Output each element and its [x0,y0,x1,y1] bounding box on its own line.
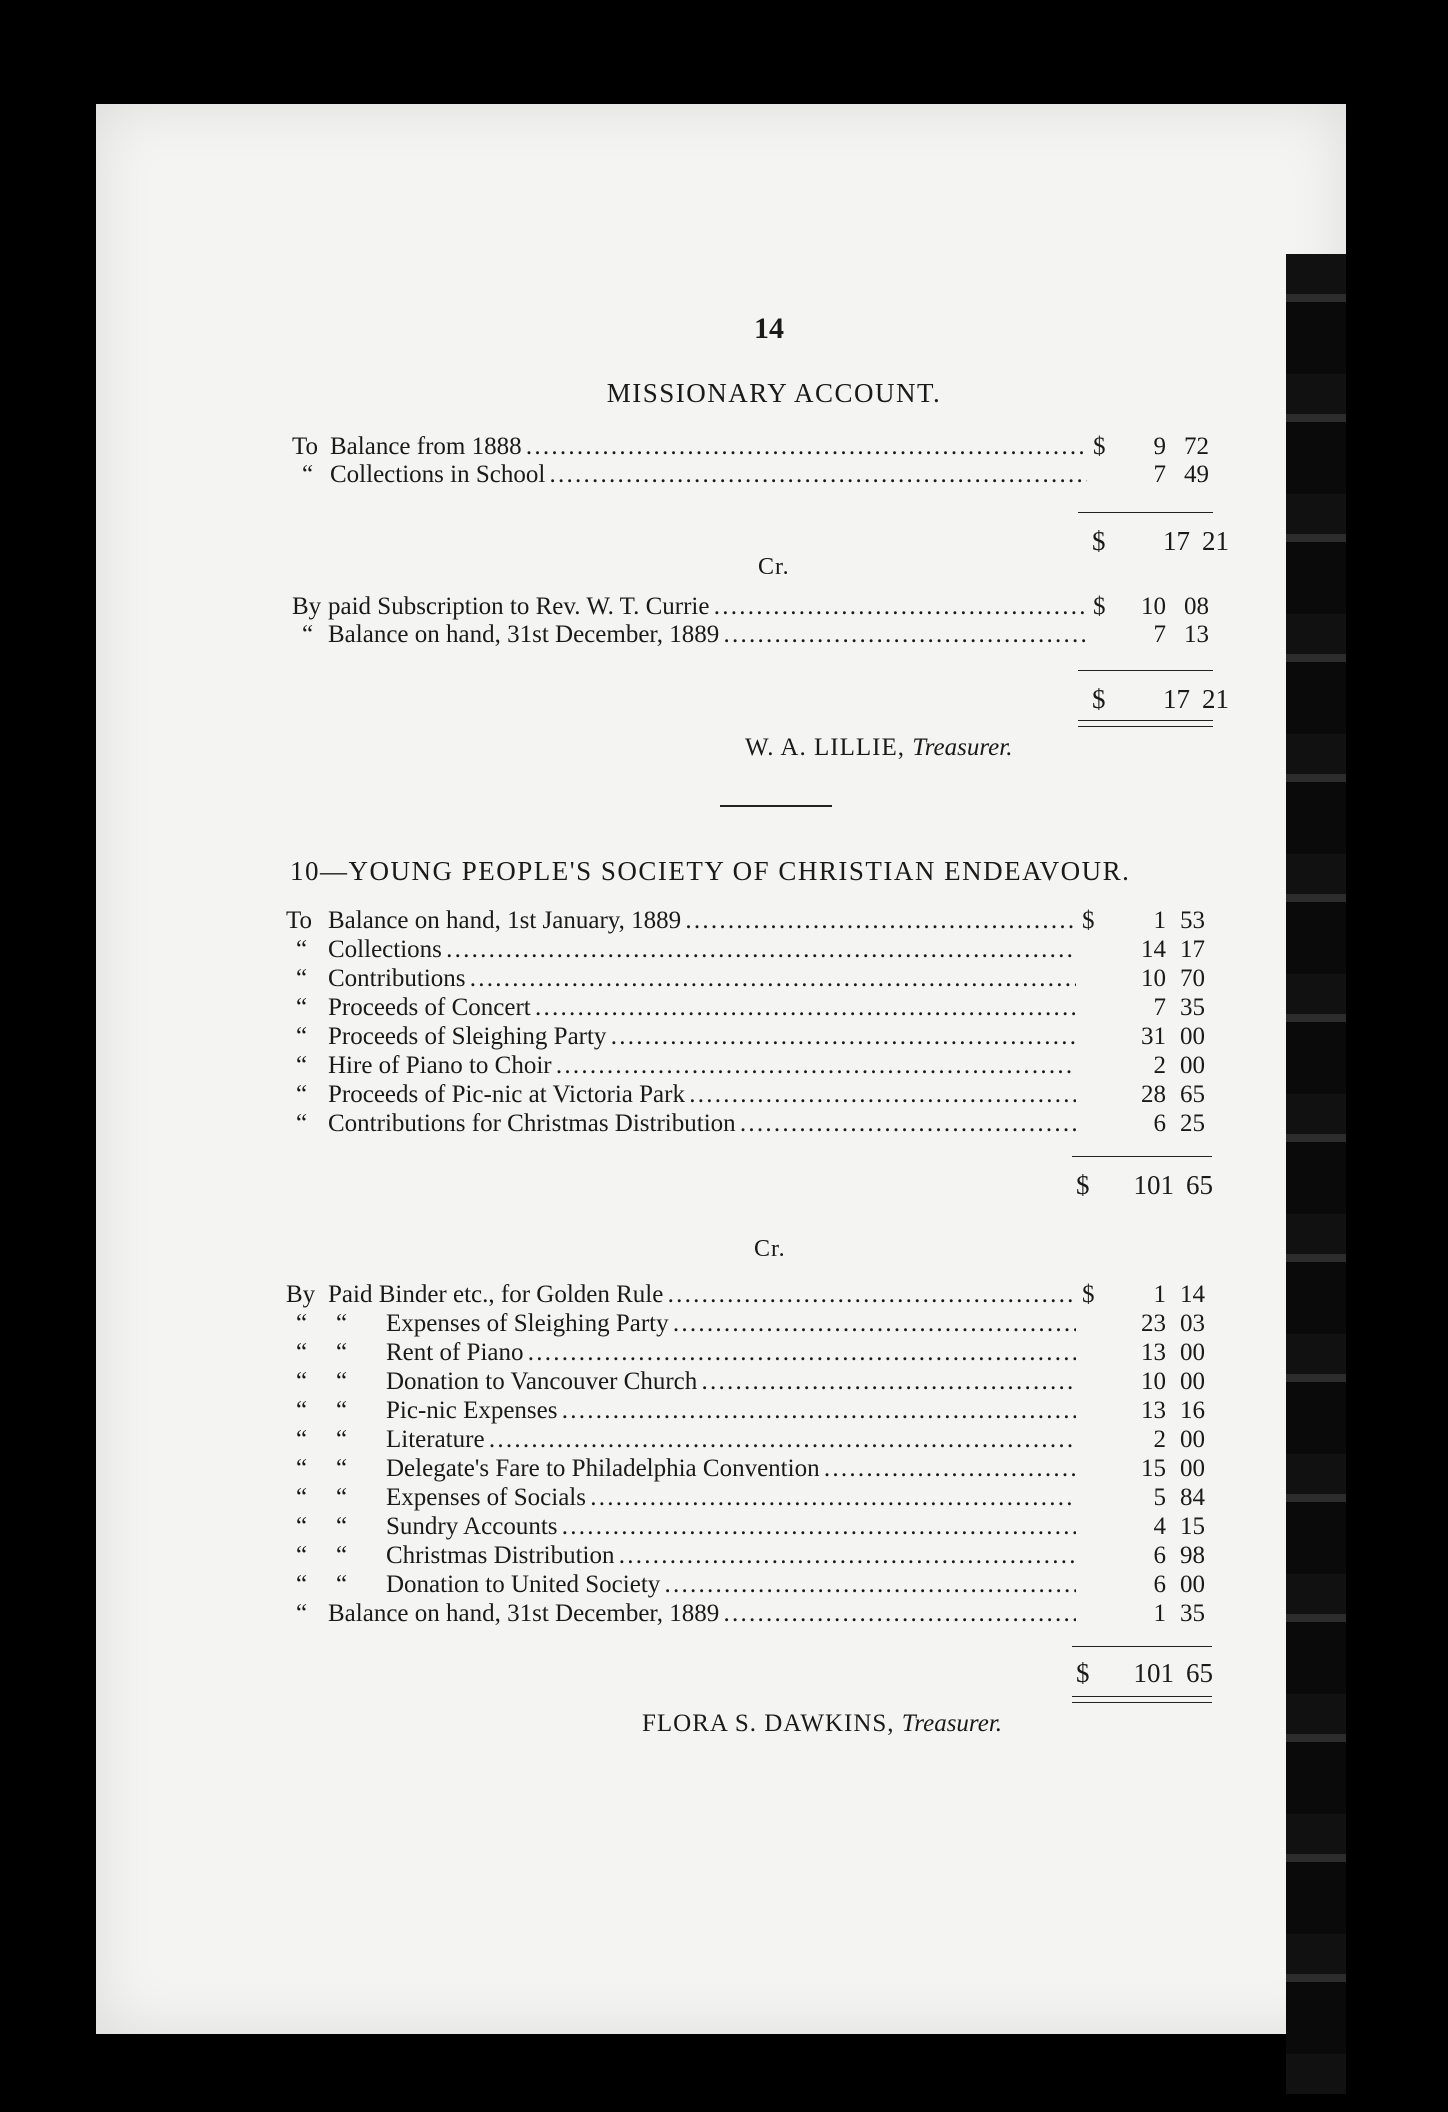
entry-dollars: 1 [1153,907,1166,934]
entry-dollars: 31 [1141,1023,1166,1050]
entry-label: Balance from 1888 . . . [330,432,1087,462]
entry-label: Delegate's Fare to Philadelphia Convention . . . [386,1454,1076,1484]
entry-ditto: “ [336,1339,348,1366]
entry-label: Sundry Accounts . . . [386,1512,1076,1542]
entry-dollars: 4 [1153,1513,1166,1540]
entry-label: Literature . . . [386,1425,1076,1455]
entry-dollar-sign: $ [1093,433,1106,460]
endeavour-treasurer-signature: FLORA S. DAWKINS, Treasurer. [642,1710,1003,1737]
entry-ditto: “ [336,1455,348,1482]
entry-cents: 15 [1180,1513,1205,1540]
missionary-account-title: MISSIONARY ACCOUNT. [606,378,942,408]
ledger-entry [292,432,1216,462]
entry-prefix: “ [296,1052,308,1079]
subtotal-rule [1072,1646,1212,1647]
entry-cents: 84 [1180,1484,1205,1511]
entry-dollars: 7 [1153,994,1166,1021]
entry-prefix: “ [296,1081,308,1108]
total-double-rule [1072,1696,1212,1697]
entry-label: Christmas Distribution . . . [386,1541,1076,1571]
ledger-entry [286,1022,1216,1052]
entry-label: Balance on hand, 31st December, 1889 . . . [328,620,1087,650]
missionary-credit-heading: Cr. [758,554,790,580]
missionary-treasurer-signature: W. A. LILLIE, Treasurer. [745,734,1013,761]
ledger-entry [286,993,1216,1023]
entry-prefix: To [286,907,313,934]
entry-dollars: 1 [1153,1281,1166,1308]
entry-dollars: 10 [1141,965,1166,992]
entry-dollars: 7 [1153,461,1166,488]
entry-label: Contributions . . . [328,964,1076,994]
entry-cents: 65 [1180,1081,1205,1108]
subtotal-rule [1078,670,1213,671]
entry-label: Proceeds of Concert . . . [328,993,1076,1023]
entry-ditto: “ [336,1484,348,1511]
entry-dollars: 6 [1153,1571,1166,1598]
entry-prefix: “ [296,1513,308,1540]
entry-label: Collections in School . . . [330,460,1087,490]
entry-label: Donation to Vancouver Church . . . [386,1367,1076,1397]
ledger-entry [286,935,1216,965]
entry-dollars: 6 [1153,1110,1166,1137]
entry-label: Paid Binder etc., for Golden Rule . . . [328,1280,1076,1310]
entry-cents: 17 [1180,936,1205,963]
total-double-rule [1078,720,1213,721]
entry-dollar-sign: $ [1093,593,1106,620]
total-double-rule [1072,1702,1212,1703]
entry-ditto: “ [336,1513,348,1540]
entry-prefix: “ [296,1600,308,1627]
entry-label: Balance on hand, 31st December, 1889 . . . [328,1599,1076,1629]
entry-cents: 72 [1184,433,1209,460]
entry-cents: 70 [1180,965,1205,992]
entry-dollars: 15 [1141,1455,1166,1482]
entry-dollars: 13 [1141,1339,1166,1366]
entry-label: Donation to United Society . . . [386,1570,1076,1600]
document-body: 14 MISSIONARY ACCOUNT. To Balance from 1888 . . . $ 9 72 “ Collections in School . . . 7 49 $ 17 21 Cr. By paid Subscription to Rev. W. T. Currie . . . $ 10 08 “ Balance on hand, 31st December, 1889 . . . 7 13 $ 17 21 W. A. LILLIE, Treasurer. 10—YOUNG PEOPLE'S SOCIETY OF CHRISTIAN ENDEAVOUR. To Balance on hand, 1st January, 1889 . . . $ 1 53 “ Collections . . . 14 17 “ Contributions . . . 10 70 “ Proceeds of Concert . . . 7 35 “ Proceeds of Sleighing Party . . . 31 00 “ Hire of Piano to Choir . . . 2 00 “ Proceeds of Pic-nic at Victoria Park . . . 28 65 “ Contributions for Christmas Distribution . . . 6 25 $ 101 65 Cr. By Paid Binder etc., for Golden Rule . . . $ 1 14 “ “ Expenses of Sleighing Party . . . 23 03 “ “ Rent of Piano . . . 13 00 “ “ Donation to Vancouver Church . . . 10 00 “ “ Pic-nic Expenses . . . 13 16 “ “ Literature . . . 2 00 “ “ Delegate's Fare to Philadelphia Convention . . . 15 00 “ “ Expenses of Socials . . . 5 84 “ “ Sundry Accounts . . . 4 15 “ “ Christmas Distribution . . . 6 98 “ “ Donation to United Society . . . 6 00 “ Balance on hand, 31st December, 1889 . . . 1 35 $ 101 65 FLORA S. DAWKINS, Treasurer. [0,0,1448,2112]
entry-cents: 98 [1180,1542,1205,1569]
entry-prefix: “ [296,1310,308,1337]
entry-prefix: “ [296,1110,308,1137]
subtotal-rule [1078,512,1213,513]
entry-prefix: “ [296,1023,308,1050]
entry-prefix: “ [296,1368,308,1395]
entry-prefix: “ [296,936,308,963]
ledger-entry [286,1367,1216,1397]
endeavour-society-title: 10—YOUNG PEOPLE'S SOCIETY OF CHRISTIAN ENDEAVOUR. [290,856,1131,886]
ledger-entry [292,592,1216,622]
ledger-entry [286,1483,1216,1513]
entry-cents: 53 [1180,907,1205,934]
entry-cents: 16 [1180,1397,1205,1424]
entry-label: Expenses of Sleighing Party . . . [386,1309,1076,1339]
entry-dollars: 28 [1141,1081,1166,1108]
entry-dollars: 10 [1141,593,1166,620]
entry-cents: 25 [1180,1110,1205,1137]
entry-label: Rent of Piano . . . [386,1338,1076,1368]
entry-dollars: 1 [1153,1600,1166,1627]
ledger-entry [286,1338,1216,1368]
ledger-entry [286,1425,1216,1455]
entry-ditto: “ [336,1571,348,1598]
entry-cents: 00 [1180,1339,1205,1366]
entry-cents: 00 [1180,1455,1205,1482]
total-double-rule [1078,726,1213,727]
ledger-entry [292,620,1216,650]
entry-cents: 00 [1180,1426,1205,1453]
ledger-entry [286,906,1216,936]
entry-ditto: “ [336,1397,348,1424]
entry-prefix: “ [296,1484,308,1511]
ledger-entry [286,1512,1216,1542]
entry-ditto: “ [336,1310,348,1337]
ledger-entry [286,1309,1216,1339]
section-divider [720,805,832,807]
entry-label: Hire of Piano to Choir . . . [328,1051,1076,1081]
entry-label: Balance on hand, 1st January, 1889 . . . [328,906,1076,936]
entry-ditto: “ [336,1426,348,1453]
ledger-entry [286,1109,1216,1139]
entry-cents: 35 [1180,994,1205,1021]
entry-prefix: “ [296,965,308,992]
entry-label: Proceeds of Sleighing Party . . . [328,1022,1076,1052]
entry-prefix: “ [302,461,314,488]
entry-cents: 49 [1184,461,1209,488]
entry-cents: 14 [1180,1281,1205,1308]
entry-dollars: 9 [1153,433,1166,460]
entry-prefix: “ [302,621,314,648]
entry-dollars: 2 [1153,1426,1166,1453]
entry-prefix: “ [296,1397,308,1424]
subtotal-rule [1072,1156,1212,1157]
entry-prefix: By [292,593,322,620]
entry-cents: 08 [1184,593,1209,620]
entry-dollars: 5 [1153,1484,1166,1511]
entry-label: Pic-nic Expenses . . . [386,1396,1076,1426]
entry-prefix: By [286,1281,316,1308]
ledger-entry [286,1280,1216,1310]
entry-prefix: “ [296,1542,308,1569]
entry-dollar-sign: $ [1082,907,1095,934]
entry-cents: 00 [1180,1052,1205,1079]
entry-prefix: “ [296,1571,308,1598]
ledger-entry [286,1454,1216,1484]
entry-prefix: “ [296,994,308,1021]
entry-cents: 00 [1180,1368,1205,1395]
ledger-entry [286,1051,1216,1081]
entry-ditto: “ [336,1542,348,1569]
entry-label: Proceeds of Pic-nic at Victoria Park . . . [328,1080,1076,1110]
entry-cents: 03 [1180,1310,1205,1337]
entry-prefix: “ [296,1455,308,1482]
entry-dollars: 7 [1153,621,1166,648]
entry-label: paid Subscription to Rev. W. T. Currie . . . [328,592,1087,622]
entry-dollar-sign: $ [1082,1281,1095,1308]
entry-ditto: “ [336,1368,348,1395]
ledger-entry [286,1599,1216,1629]
entry-prefix: “ [296,1426,308,1453]
entry-cents: 00 [1180,1571,1205,1598]
entry-prefix: To [292,433,319,460]
entry-dollars: 14 [1141,936,1166,963]
ledger-entry [286,1080,1216,1110]
entry-cents: 35 [1180,1600,1205,1627]
entry-dollars: 10 [1141,1368,1166,1395]
entry-dollars: 6 [1153,1542,1166,1569]
entry-cents: 13 [1184,621,1209,648]
entry-label: Expenses of Socials . . . [386,1483,1076,1513]
entry-dollars: 23 [1141,1310,1166,1337]
entry-label: Collections . . . [328,935,1076,965]
ledger-entry [286,1541,1216,1571]
entry-prefix: “ [296,1339,308,1366]
entry-dollars: 13 [1141,1397,1166,1424]
endeavour-credit-heading: Cr. [754,1236,786,1262]
entry-cents: 00 [1180,1023,1205,1050]
page-number: 14 [754,312,784,345]
ledger-entry [286,1570,1216,1600]
entry-label: Contributions for Christmas Distribution . . . [328,1109,1076,1139]
entry-dollars: 2 [1153,1052,1166,1079]
ledger-entry [292,460,1216,490]
ledger-entry [286,1396,1216,1426]
ledger-entry [286,964,1216,994]
